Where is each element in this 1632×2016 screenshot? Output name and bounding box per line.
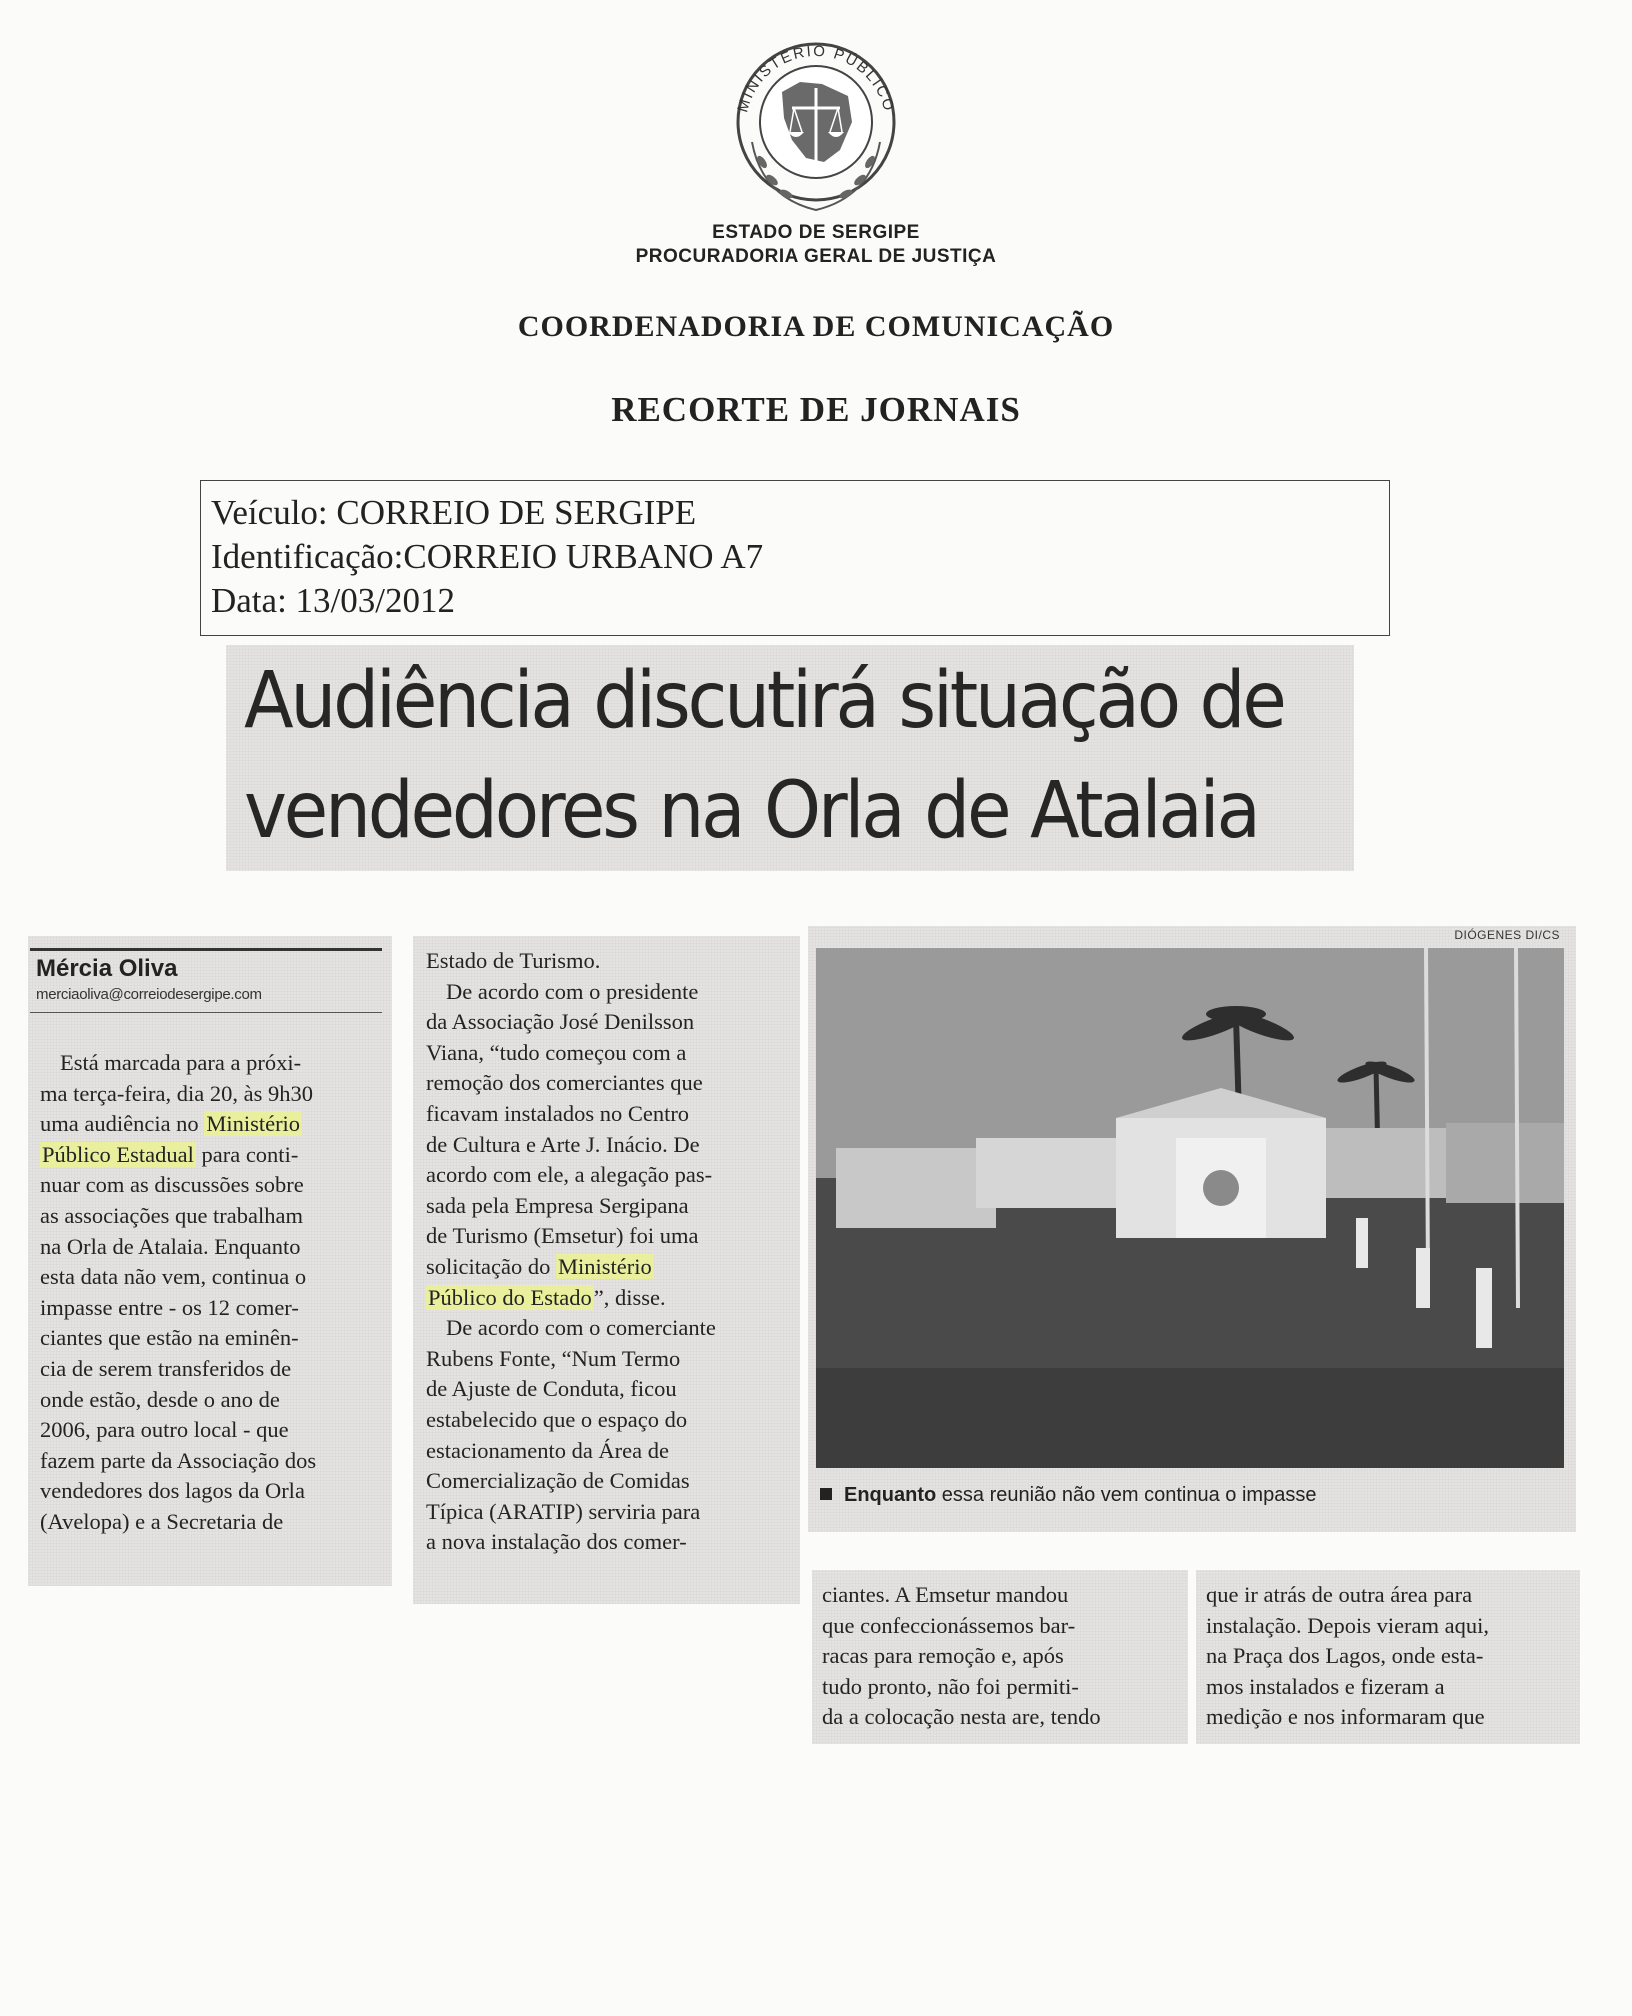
text-line: na Orla de Atalaia. Enquanto <box>40 1233 301 1259</box>
text-line: cia de serem transferidos de <box>40 1355 292 1381</box>
text-line <box>426 1283 790 1314</box>
text-line: onde estão, desde o ano de <box>40 1386 280 1412</box>
headline-line-2: vendedores na Orla de Atalaia <box>244 766 1258 856</box>
text-line: ciantes que estão na eminên- <box>40 1325 299 1351</box>
identification-line: Identificação:CORREIO URBANO A7 <box>211 537 764 576</box>
text-line: fazem parte da Associação dos <box>40 1447 317 1473</box>
ministerio-publico-seal <box>712 22 920 230</box>
text-line: impasse entre - os 12 comer- <box>40 1294 299 1320</box>
text-line: vendedores dos lagos da Orla <box>40 1478 305 1504</box>
text-line: Comercialização de Comidas <box>426 1468 690 1494</box>
date-line: Data: 13/03/2012 <box>211 581 455 620</box>
text-line: Viana, “tudo começou com a <box>426 1039 687 1065</box>
text-line: medição e nos informaram que <box>1206 1704 1485 1730</box>
text-line: as associações que trabalham <box>40 1202 304 1228</box>
text-line: Está marcada para a próxi- <box>60 1050 302 1075</box>
header-department: COORDENADORIA DE COMUNICAÇÃO <box>517 310 1115 343</box>
text-line: que confeccionássemos bar- <box>822 1612 1076 1638</box>
photo-caption <box>820 1484 1316 1507</box>
highlighted-text: Público do Estado <box>428 1284 592 1310</box>
text-line: da a colocação nesta are, tendo <box>822 1704 1101 1730</box>
column-2-text <box>426 946 790 1558</box>
caption-bullet <box>820 1488 832 1500</box>
text-fragment: uma audiência no <box>40 1111 205 1137</box>
article-photo <box>816 948 1564 1468</box>
highlighted-text: Ministério <box>206 1111 301 1137</box>
author-name: Mércia Oliva <box>36 955 178 982</box>
text-line: ma terça-feira, dia 20, às 9h30 <box>40 1080 313 1106</box>
text-fragment: ”, disse. <box>593 1284 666 1310</box>
text-line: racas para remoção e, após <box>822 1643 1064 1669</box>
highlighted-text: Ministério <box>557 1253 652 1279</box>
text-line <box>40 1109 380 1140</box>
headline-line-1: Audiência discutirá situação de <box>244 656 1284 746</box>
text-line: que ir atrás de outra área para <box>1206 1582 1473 1607</box>
text-line: De acordo com o presidente <box>446 978 699 1004</box>
text-line <box>40 1140 380 1171</box>
clipping-info-box <box>200 480 1390 636</box>
text-line: de Ajuste de Conduta, ficou <box>426 1376 677 1402</box>
text-line: de Turismo (Emsetur) foi uma <box>426 1223 699 1249</box>
text-line: de Cultura e Arte J. Inácio. De <box>426 1131 700 1157</box>
header-state: ESTADO DE SERGIPE <box>712 222 920 243</box>
text-line: 2006, para outro local - que <box>40 1417 289 1443</box>
text-line: Rubens Fonte, “Num Termo <box>426 1345 681 1371</box>
column-4-text <box>1206 1580 1572 1733</box>
caption-text: essa reunião não vem continua o impasse <box>936 1484 1317 1506</box>
header-section: RECORTE DE JORNAIS <box>611 390 1021 429</box>
text-line: da Associação José Denilsson <box>426 1009 695 1035</box>
header-office: PROCURADORIA GERAL DE JUSTIÇA <box>635 246 997 267</box>
text-line: mos instalados e fizeram a <box>1206 1673 1445 1699</box>
text-line: De acordo com o comerciante <box>446 1315 716 1341</box>
text-line: a nova instalação dos comer- <box>426 1529 687 1555</box>
caption-bold: Enquanto <box>844 1484 937 1506</box>
text-line: tudo pronto, não foi permiti- <box>822 1673 1079 1699</box>
text-line: estabelecido que o espaço do <box>426 1406 688 1432</box>
text-line: ficavam instalados no Centro <box>426 1100 690 1126</box>
text-line: nuar com as discussões sobre <box>40 1172 304 1198</box>
highlighted-text: Público Estadual <box>42 1141 194 1167</box>
text-line: estacionamento da Área de <box>426 1437 670 1463</box>
text-line: esta data não vem, continua o <box>40 1264 307 1290</box>
byline-rule <box>30 948 382 951</box>
text-line: Típica (ARATIP) serviria para <box>426 1498 701 1524</box>
text-line <box>426 1252 790 1283</box>
text-line: (Avelopa) e a Secretaria de <box>40 1508 284 1534</box>
vehicle-line: Veículo: CORREIO DE SERGIPE <box>211 493 697 532</box>
text-line: sada pela Empresa Sergipana <box>426 1192 689 1218</box>
text-fragment: solicitação do <box>426 1253 556 1279</box>
text-line: ciantes. A Emsetur mandou <box>822 1582 1069 1607</box>
text-line: remoção dos comerciantes que <box>426 1070 703 1096</box>
byline-divider <box>30 1012 382 1013</box>
text-fragment: para conti- <box>195 1141 299 1167</box>
article-headline <box>226 645 1354 871</box>
column-3-text <box>822 1580 1178 1733</box>
text-line: instalação. Depois vieram aqui, <box>1206 1612 1490 1638</box>
author-email: merciaoliva@correiodesergipe.com <box>36 986 262 1003</box>
photo-credit: DIÓGENES DI/CS <box>1454 928 1560 942</box>
column-1-text <box>40 1048 380 1538</box>
svg-text:MINISTÉRIO PÚBLICO: MINISTÉRIO PÚBLICO <box>734 42 898 115</box>
text-line: acordo com ele, a alegação pas- <box>426 1162 713 1188</box>
text-line: na Praça dos Lagos, onde esta- <box>1206 1643 1484 1669</box>
text-line: Estado de Turismo. <box>426 948 601 973</box>
